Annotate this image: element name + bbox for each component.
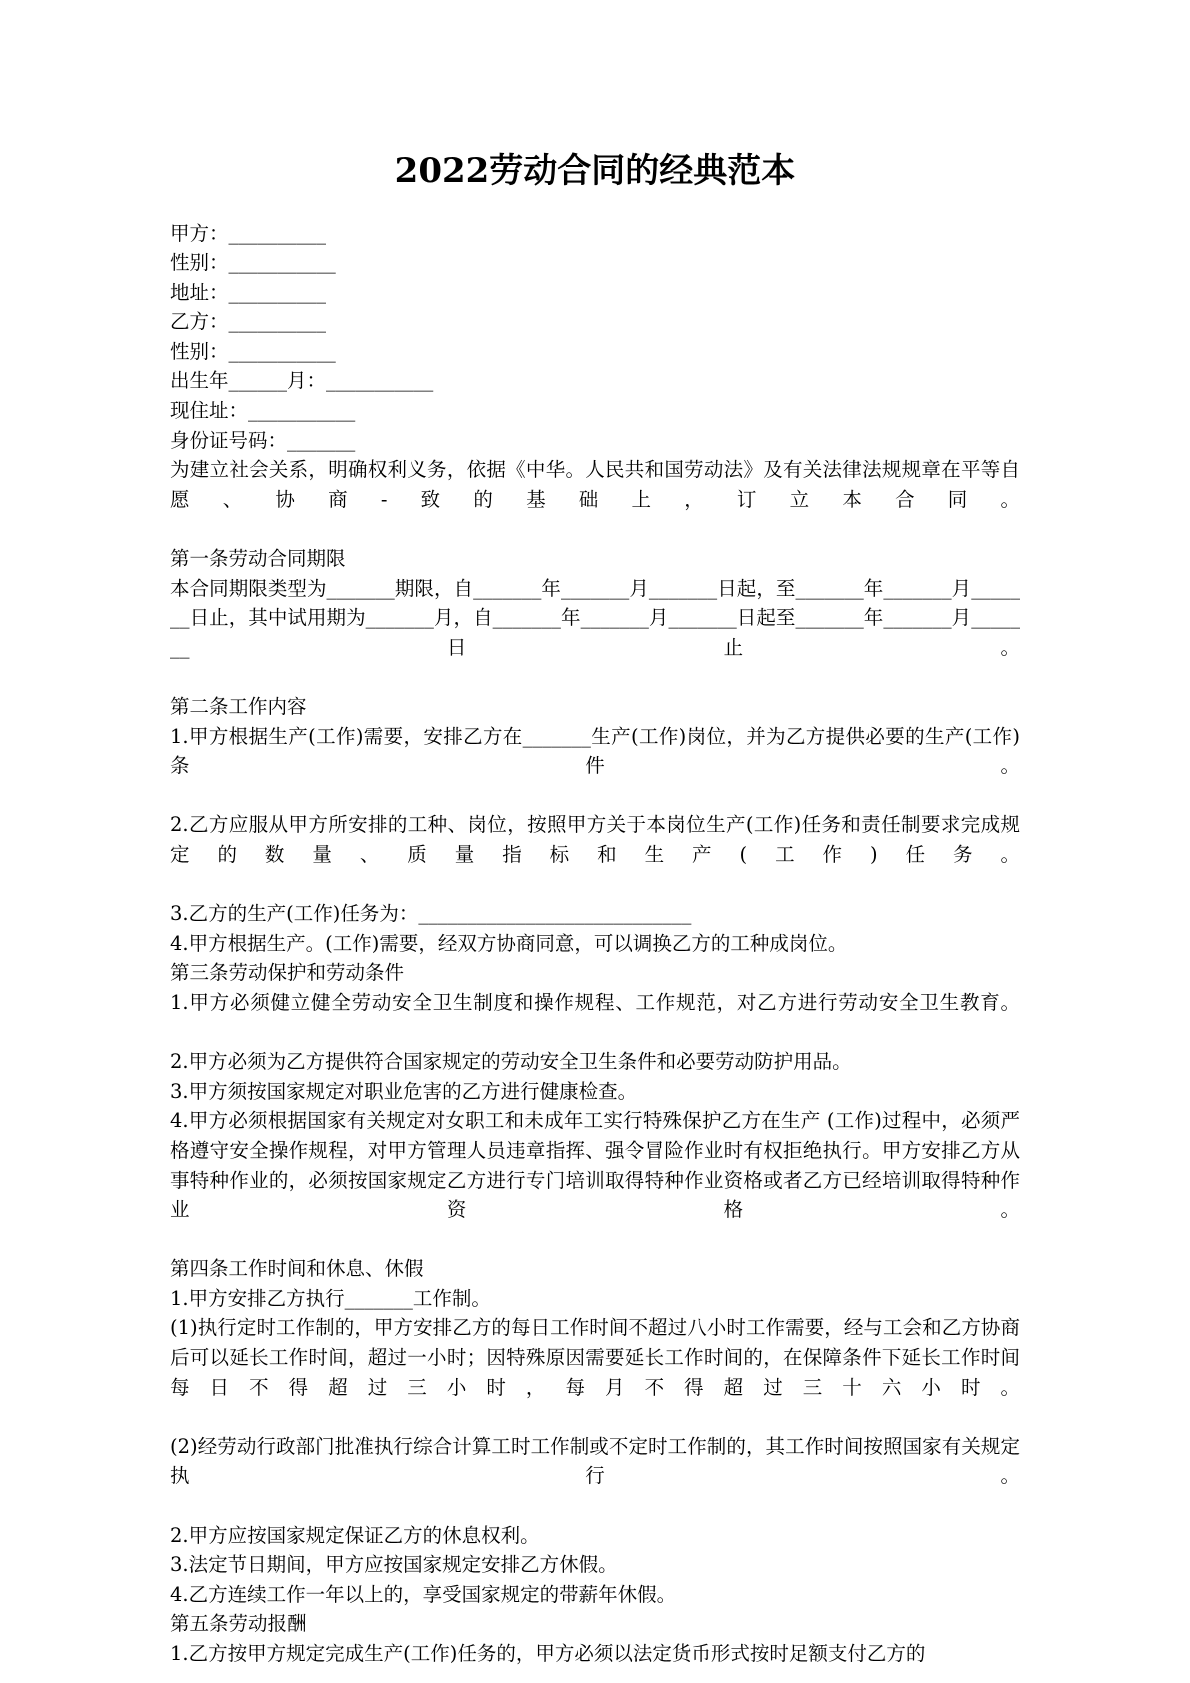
- field-label-id-number: 身份证号码：: [170, 428, 288, 452]
- field-row-address-a: [170, 278, 1020, 308]
- field-blank-birth-month[interactable]: ___________: [326, 369, 434, 393]
- field-label-party-a: 甲方：: [170, 221, 229, 245]
- field-row-birth-date: [170, 366, 1020, 396]
- section-heading-4: 第四条工作时间和休息、休假: [170, 1257, 424, 1281]
- preamble-paragraph: 为建立社会关系，明确权利义务，依据《中华。人民共和国劳动法》及有关法律法规规章在平等自愿、协商-致的基础上，订立本合同。: [170, 458, 1020, 511]
- field-row-gender-a: [170, 248, 1020, 278]
- field-blank-gender-b[interactable]: ___________: [228, 339, 336, 363]
- field-blank-birth-year[interactable]: ______: [228, 369, 288, 393]
- field-blank-address-a[interactable]: __________: [228, 280, 327, 304]
- field-blank-party-b[interactable]: __________: [228, 310, 327, 334]
- section-4-paragraph-5: 3.法定节日期间，甲方应按国家规定安排乙方休假。: [170, 1553, 618, 1577]
- section-2-paragraph-2: 2.乙方应服从甲方所安排的工种、岗位，按照甲方关于本岗位生产(工作)任务和责任制要求完成规定的数量、质量指标和生产(工作)任务。: [170, 813, 1020, 866]
- field-row-current-address: [170, 396, 1020, 426]
- section-4-paragraph-1: 1.甲方安排乙方执行_______工作制。: [170, 1286, 491, 1310]
- section-1-paragraph-1: 本合同期限类型为_______期限，自_______年_______月_______日起，至_______年_______月_______日止，其中试用期为_______月，自_______年_______月_______日起至_______年_______月_______日止。: [170, 576, 1020, 659]
- section-3-paragraph-2: 2.甲方必须为乙方提供符合国家规定的劳动安全卫生条件和必要劳动防护用品。: [170, 1050, 852, 1074]
- section-4-paragraph-3: (2)经劳动行政部门批准执行综合计算工时工作制或不定时工作制的，其工作时间按照国家有关规定执行。: [170, 1434, 1020, 1488]
- section-4-paragraph-6: 4.乙方连续工作一年以上的，享受国家规定的带薪年休假。: [170, 1582, 677, 1606]
- field-label-address-a: 地址：: [170, 280, 229, 304]
- field-row-party-a: [170, 219, 1020, 249]
- section-4-paragraph-4: 2.甲方应按国家规定保证乙方的休息权利。: [170, 1523, 540, 1547]
- field-row-gender-b: [170, 337, 1020, 367]
- field-blank-gender-a[interactable]: ___________: [228, 251, 336, 275]
- section-heading-5: 第五条劳动报酬: [170, 1612, 307, 1636]
- field-label-birth-month: 月：: [287, 369, 327, 393]
- field-row-id-number: [170, 426, 1020, 456]
- section-4-paragraph-2: (1)执行定时工作制的，甲方安排乙方的每日工作时间不超过八小时工作需要，经与工会和乙方协商后可以延长工作时间，超过一小时；因特殊原因需要延长工作时间的，在保障条件下延长工作时间每日不得超过三小时，每月不得超过三十六小时。: [170, 1316, 1020, 1399]
- section-3-paragraph-3: 3.甲方须按国家规定对职业危害的乙方进行健康检查。: [170, 1079, 638, 1103]
- field-label-party-b: 乙方：: [170, 310, 229, 334]
- field-row-party-b: [170, 307, 1020, 337]
- section-5-paragraph-1: 1.乙方按甲方规定完成生产(工作)任务的，甲方必须以法定货币形式按时足额支付乙方的: [170, 1642, 926, 1665]
- field-blank-party-a[interactable]: __________: [228, 221, 327, 245]
- field-blank-current-address[interactable]: ___________: [248, 399, 356, 423]
- field-blank-id-number[interactable]: _______: [287, 428, 356, 452]
- section-heading-2: 第二条工作内容: [170, 695, 307, 718]
- section-heading-3: 第三条劳动保护和劳动条件: [170, 961, 405, 985]
- field-label-gender-a: 性别：: [170, 251, 229, 275]
- section-2-paragraph-4: 4.甲方根据生产。(工作)需要，经双方协商同意，可以调换乙方的工种成岗位。: [170, 931, 848, 955]
- section-heading-1: 第一条劳动合同期限: [170, 547, 346, 571]
- section-2-paragraph-1: 1.甲方根据生产(工作)需要，安排乙方在_______生产(工作)岗位，并为乙方提供必要的生产(工作)条件。: [170, 724, 1020, 778]
- field-label-gender-b: 性别：: [170, 339, 229, 363]
- page-title: 2022劳动合同的经典范本: [394, 151, 796, 191]
- field-label-birth-year: 出生年: [170, 369, 229, 393]
- section-2-paragraph-3: 3.乙方的生产(工作)任务为：____________________________: [170, 902, 692, 926]
- document-body: [170, 219, 1020, 1669]
- section-3-paragraph-1: 1.甲方必须健立健全劳动安全卫生制度和操作规程、工作规范，对乙方进行劳动安全卫生教育。: [170, 990, 1020, 1014]
- section-3-paragraph-4: 4.甲方必须根据国家有关规定对女职工和未成年工实行特殊保护乙方在生产 (工作)过程中，必须严格遵守安全操作规程，对甲方管理人员违章指挥、强令冒险作业时有权拒绝执行。甲方安排乙方从事特种作业的，必须按国家规定乙方进行专门培训取得特种作业资格或者乙方已经培训取得特种作业资格。: [170, 1109, 1020, 1222]
- field-label-current-address: 现住址：: [170, 399, 249, 423]
